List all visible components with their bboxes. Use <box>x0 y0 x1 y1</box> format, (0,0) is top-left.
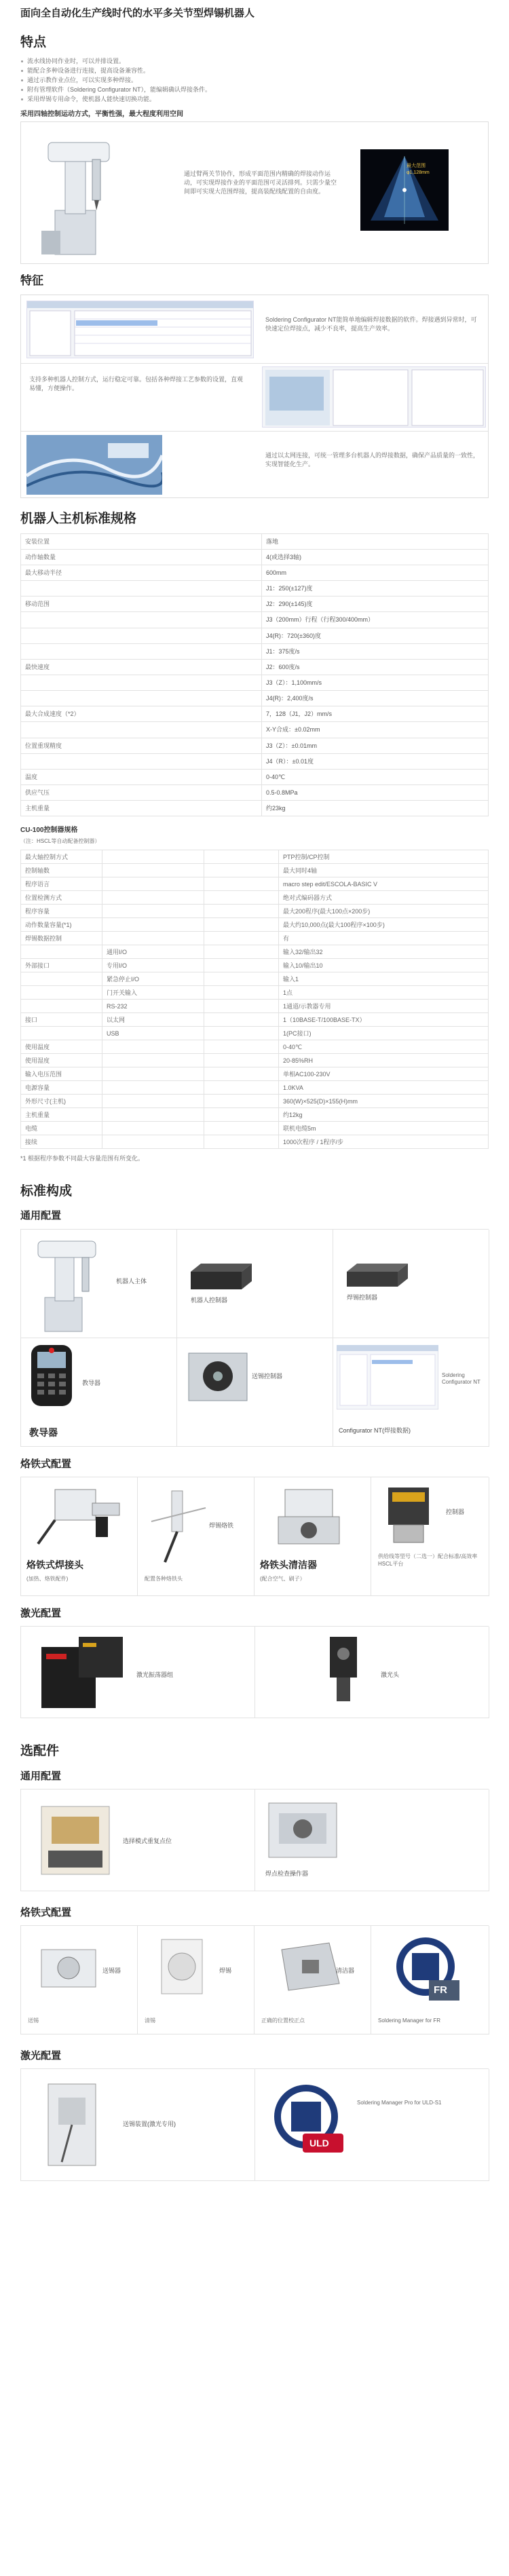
controller-row <box>21 1013 488 1027</box>
intro-text: 通过臂两关节协作，形成平面范围内精确的焊接动作运动，可实现焊接作业的平面范围可灵活排列。只需少量空间即可实现大范围焊接，提高装配线配置的自由度。 <box>184 170 337 195</box>
controller-cell <box>204 1027 279 1040</box>
controller-cell: 360(W)×525(D)×155(H)mm <box>283 1097 358 1105</box>
controller-cell: 使用湿度 <box>21 1054 102 1067</box>
spec-key: 最快速度 <box>21 660 262 675</box>
controller-cell: 1点 <box>283 989 293 996</box>
opt-iron-a-label: 送锡器 <box>102 1967 121 1975</box>
uld-logo-text: ULD <box>309 2138 329 2149</box>
controller-cell: 1(PC接口) <box>283 1029 312 1037</box>
controller-row <box>21 891 488 905</box>
std-teach-label: 教导器 <box>82 1379 101 1386</box>
spec-key <box>21 644 262 659</box>
controller-cell <box>204 1000 279 1012</box>
feature-item: 附有管理软件（Soldering Configurator NT），能编辑确认焊接条件。 <box>20 86 489 95</box>
laser-unit-cell <box>21 1627 255 1718</box>
controller-row <box>21 877 488 891</box>
controller-cell: 输入电压范围 <box>21 1067 102 1080</box>
controller-cell <box>204 1122 279 1135</box>
char-text-1: Soldering Configurator NT能简单地编辑焊接数据的软件。焊接遇到异常时，可快速定位焊接点，减少不良率，提高生产效率。 <box>265 316 477 333</box>
opt-iron-d-label: Soldering Manager for FR <box>378 2018 441 2024</box>
controller-cell <box>204 905 279 917</box>
spec-row <box>21 534 488 550</box>
spec-row <box>21 581 488 596</box>
controller-row <box>21 1135 488 1149</box>
controller-cell <box>204 972 279 985</box>
laser-feeder-icon <box>35 2077 116 2172</box>
opt-laser-grid <box>20 2068 489 2181</box>
controller-cell <box>102 918 204 931</box>
opt-laser-a-cell <box>21 2069 255 2181</box>
feature-item: 能配合多种设备进行连接，提高设备兼容性。 <box>20 67 489 76</box>
fr-logo-text: FR <box>434 1984 447 1996</box>
laser-unit-icon <box>38 1633 126 1711</box>
controller-cell <box>21 945 102 958</box>
spec-row <box>21 675 488 691</box>
std-feeder-cell <box>177 1338 333 1447</box>
spec-value: 4(或选择3轴) <box>266 553 302 561</box>
controller-cell: 程序容量 <box>21 905 102 917</box>
controller-cell: 0-40℃ <box>283 1043 303 1050</box>
spec-value: J4（R）：±0.01度 <box>266 757 314 765</box>
spec-key: 最大移动半径 <box>21 565 262 580</box>
controller-cell: 主机重量 <box>21 1108 102 1121</box>
iron-head-cell <box>21 1477 138 1596</box>
feature-item: 采用焊锡专用命令，使机器人能快速切换功能。 <box>20 95 489 105</box>
reach-label: 最大范围 φ1,128mm <box>407 164 430 175</box>
spec-key: 动作轴数量 <box>21 550 262 565</box>
controller-cell: 20-85%RH <box>283 1057 314 1064</box>
controller-cell: 最大200程序(最大100点×200步) <box>283 907 371 915</box>
teach-pendant-icon <box>28 1344 75 1408</box>
std-robot-label: 机器人主体 <box>116 1277 147 1285</box>
intro-box <box>20 121 489 264</box>
controller-row <box>21 986 488 1000</box>
std-solder-ctrl-label: 焊锡控制器 <box>347 1293 378 1301</box>
controller-heading: CU-100控制器规格 <box>20 827 78 835</box>
controller-cell: 动作数量容量(*1) <box>21 918 102 931</box>
opt-iron-a-cell <box>21 1926 138 2034</box>
controller-cell: 电缆 <box>21 1122 102 1135</box>
spec-value: J4(R)：720(±360)度 <box>266 632 321 639</box>
software-screenshot-2 <box>262 366 486 428</box>
controller-table <box>20 850 489 1149</box>
feature-item: 通过示教作业点位，可以实现多种焊接。 <box>20 76 489 86</box>
soldering-iron-icon <box>145 1488 212 1569</box>
spec-key: 供应气压 <box>21 785 262 800</box>
controller-cell: 绝对式编码器方式 <box>283 894 333 901</box>
controller-cell <box>21 1000 102 1012</box>
page-title: 面向全自动化生产线时代的水平多关节型焊锡机器人 <box>20 7 255 19</box>
spec-row <box>21 770 488 785</box>
controller-cell: USB <box>102 1027 204 1040</box>
options-heading: 选配件 <box>20 1744 60 1759</box>
robot-illustration <box>35 129 116 258</box>
opt-general-grid <box>20 1789 489 1891</box>
controller-icon <box>191 1264 252 1291</box>
controller-cell: 专用I/O <box>102 959 204 972</box>
feature-item: 流水线协同作业时，可以并排设置。 <box>20 57 489 67</box>
controller-cell <box>102 1135 204 1148</box>
controller-cell: 以太网 <box>102 1013 204 1026</box>
opt-iron-grid <box>20 1925 489 2034</box>
opt-general-b-cell <box>255 1789 489 1891</box>
feature-list <box>20 57 489 105</box>
controller-cell: 通用I/O <box>102 945 204 958</box>
spec-key: 安装位置 <box>21 534 262 549</box>
controller-cell <box>102 905 204 917</box>
controller-cell <box>102 1081 204 1094</box>
controller-cell <box>204 877 279 890</box>
char-text-3: 通过以太网连接，可统一管理多台机器人的焊接数据，确保产品质量的一致性，实现智能化生产。 <box>265 452 480 468</box>
spec-key: 主机重量 <box>21 801 262 816</box>
controller-cell <box>204 891 279 904</box>
spec-key <box>21 628 262 643</box>
opt-iron-b-sub: 清锡 <box>145 2018 155 2024</box>
laser-config-heading: 激光配置 <box>20 1607 62 1619</box>
opt-general-a-cell <box>21 1789 255 1891</box>
laser-unit-label: 激光振荡器组 <box>136 1671 174 1679</box>
iron-tip-cell <box>138 1477 254 1596</box>
controller-row <box>21 1095 488 1108</box>
spec-value: 约23kg <box>266 805 286 812</box>
spec-value: 落地 <box>266 537 279 545</box>
spec-key <box>21 581 262 596</box>
controller-row <box>21 1027 488 1040</box>
inspection-icon <box>265 1796 340 1864</box>
fr-logo-icon <box>392 1933 466 2007</box>
iron-controller-sub: 供给线等型号（二选一）配合标准/高效率HSCL平台 <box>378 1553 478 1567</box>
tip-cleaner-icon <box>271 1483 346 1551</box>
controller-cell: 控制轴数 <box>21 864 102 877</box>
spec-row <box>21 722 488 738</box>
opt-iron-b-cell <box>138 1926 254 2034</box>
spec-key: 温度 <box>21 770 262 784</box>
controller-cell <box>102 1040 204 1053</box>
controller-cell <box>204 850 279 863</box>
spec-value: J2：290(±145)度 <box>266 601 313 608</box>
iron-controller-label: 控制器 <box>446 1508 465 1515</box>
std-teach-cell <box>21 1338 177 1447</box>
controller-cell: 紧急停止I/O <box>102 972 204 985</box>
controller-cell: 接口 <box>21 1013 102 1026</box>
spec-value: 0-40℃ <box>266 773 286 780</box>
controller-cell <box>204 1095 279 1107</box>
controller-cell: 使用温度 <box>21 1040 102 1053</box>
opt-laser-b-cell <box>255 2069 489 2181</box>
iron-config-heading: 烙铁式配置 <box>20 1458 72 1470</box>
opt-general-a-label: 选择模式重复点位 <box>123 1837 172 1844</box>
controller-cell <box>102 877 204 890</box>
std-software-label: Soldering Configurator NT <box>442 1371 480 1386</box>
opt-general-b-label: 焊点检查操作器 <box>265 1870 309 1877</box>
spec-key: 最大合成速度（*2） <box>21 706 262 721</box>
solder-feeder-icon <box>35 1936 102 1997</box>
opt-iron-d-cell <box>371 1926 489 2034</box>
controller-row <box>21 1122 488 1135</box>
spec-value: 0.5-0.8MPa <box>266 789 298 796</box>
iron-head-label: 烙铁式焊接头 <box>26 1559 83 1570</box>
robot-image <box>35 129 116 258</box>
controller-cell: 外部接口 <box>21 959 102 972</box>
std-software-caption: Configurator NT(焊接数据) <box>339 1426 411 1434</box>
controller-cell <box>204 1081 279 1094</box>
controller-cell: 输入10/输出10 <box>283 962 323 969</box>
std-teach-caption: 教导器 <box>29 1426 58 1438</box>
controller-cell <box>204 1054 279 1067</box>
network-cable-image <box>26 435 162 495</box>
spec-row <box>21 628 488 644</box>
spec-row <box>21 785 488 801</box>
spec-table <box>20 533 489 817</box>
std-robot-cell <box>21 1230 177 1338</box>
controller-cell <box>102 1095 204 1107</box>
spec-value: J1：375度/s <box>266 647 300 655</box>
software-grid <box>27 301 254 358</box>
controller-row <box>21 850 488 864</box>
controller-cell: 外形尺寸(主机) <box>21 1095 102 1107</box>
controller-row <box>21 972 488 986</box>
general-config-heading: 通用配置 <box>20 1210 62 1222</box>
controller-cell <box>102 850 204 863</box>
std-controller-label: 机器人控制器 <box>191 1296 228 1304</box>
features-heading: 特点 <box>20 35 47 50</box>
iron-config-grid <box>20 1477 489 1596</box>
controller-cell: 接续 <box>21 1135 102 1148</box>
software-screen-icon <box>337 1345 438 1409</box>
laser-head-icon <box>316 1633 371 1711</box>
opt-iron-c-sub: 正确的位置校正点 <box>261 2018 305 2024</box>
controller-cell <box>102 1067 204 1080</box>
solder-reel-icon <box>151 1933 212 2001</box>
controller-row <box>21 1040 488 1054</box>
controller-cell: 程序语言 <box>21 877 102 890</box>
spec-value: 7，128（J1，J2）mm/s <box>266 711 333 718</box>
controller-cell <box>102 932 204 945</box>
controller-cell: PTP控制/CP控制 <box>283 853 330 860</box>
software-panels <box>263 367 486 428</box>
controller-cell: 输入1 <box>283 975 299 983</box>
standard-heading: 标准构成 <box>20 1183 73 1198</box>
calibration-tool-icon <box>275 1936 343 1997</box>
spec-row <box>21 565 488 581</box>
spec-row <box>21 801 488 816</box>
std-feeder-label: 送锡控制器 <box>252 1372 283 1380</box>
controller-cell <box>204 1013 279 1026</box>
spec-value: J3（Z）：±0.01mm <box>266 742 317 749</box>
iron-tip-label: 焊锡烙铁 <box>209 1521 234 1529</box>
spec-value: X-Y合成：±0.02mm <box>266 726 320 734</box>
characteristics-box <box>20 295 489 498</box>
repeat-position-icon <box>35 1800 116 1881</box>
spec-value: J1：250(±127)度 <box>266 585 313 592</box>
spec-value: J3（200mm）行程（行程300/400mm） <box>266 616 375 624</box>
cable-illustration <box>26 435 162 495</box>
controller-cell <box>204 918 279 931</box>
spec-key: 移动范围 <box>21 596 262 611</box>
controller-cell <box>204 986 279 999</box>
controller-cell <box>204 1040 279 1053</box>
opt-iron-c-label: 清洁器 <box>336 1967 355 1975</box>
controller-row <box>21 1081 488 1095</box>
spec-key <box>21 691 262 706</box>
iron-cleaner-label: 烙铁头清洁器 <box>260 1559 317 1570</box>
controller-cell: RS-232 <box>102 1000 204 1012</box>
solder-head-icon <box>28 1483 130 1547</box>
char-text-2: 支持多种机器人控制方式，运行稳定可靠。包括各种焊接工艺参数的设置，直观易懂，方便操作。 <box>29 376 244 392</box>
reach-diagram-svg <box>360 149 449 231</box>
controller-cell <box>21 972 102 985</box>
characteristics-heading: 特征 <box>20 274 43 288</box>
controller-cell <box>204 1108 279 1121</box>
std-controller-cell <box>177 1230 333 1338</box>
intro-subtitle: 采用四轴控制运动方式，平衡性强，最大程度利用空间 <box>20 110 183 118</box>
iron-cleaner-sub: (配合空气、刷子） <box>260 1575 305 1582</box>
feeder-icon <box>187 1352 248 1403</box>
controller-cell: 最大同时4轴 <box>283 867 318 874</box>
opt-laser-heading: 激光配置 <box>20 2050 62 2062</box>
spec-key <box>21 754 262 769</box>
laser-head-label: 激光头 <box>381 1671 400 1679</box>
opt-general-heading: 通用配置 <box>20 1770 62 1782</box>
spec-row <box>21 596 488 612</box>
controller-cell: 1（10BASE-T/100BASE-TX） <box>283 1016 366 1023</box>
controller-cell: 1000次程序 / 1程序/步 <box>283 1138 344 1145</box>
controller-row <box>21 905 488 918</box>
opt-iron-b-label: 焊锡 <box>219 1967 232 1975</box>
spec-row <box>21 738 488 754</box>
controller-cell <box>204 932 279 945</box>
standard-grid <box>20 1229 489 1447</box>
robot-icon <box>28 1233 102 1335</box>
software-screenshot-1 <box>26 301 254 358</box>
controller-cell: 输入32/输出32 <box>283 948 323 955</box>
iron-tip-sub: 配置各种烙铁头 <box>145 1575 183 1582</box>
controller-cell <box>102 1122 204 1135</box>
std-solder-ctrl-cell <box>333 1230 489 1338</box>
controller-cell <box>102 1108 204 1121</box>
reach-diagram <box>360 149 449 231</box>
controller-cell: 最大约10,000点(最大100程序×100步) <box>283 921 385 928</box>
opt-laser-b-label: Soldering Manager Pro for ULD-S1 <box>357 2100 442 2106</box>
spec-value: J3（Z）：1,100mm/s <box>266 679 322 686</box>
controller-cell: 最大轴控制方式 <box>21 850 102 863</box>
controller-row <box>21 1108 488 1122</box>
spec-value: J4(R)：2,400度/s <box>266 695 314 702</box>
controller-footnote: *1 根据程序参数不同最大容量范围有所变化。 <box>20 1154 145 1162</box>
spec-heading: 机器人主机标准规格 <box>20 512 137 527</box>
spec-row <box>21 550 488 565</box>
spec-row <box>21 660 488 675</box>
solder-controller-icon <box>347 1264 408 1291</box>
spec-value: 600mm <box>266 569 287 576</box>
controller-cell: 有 <box>283 934 290 942</box>
controller-cell: 单相AC100-230V <box>283 1070 331 1078</box>
iron-head-sub: (加热、烙铁配件) <box>26 1575 69 1582</box>
controller-cell: 1通道/示教器专用 <box>283 1002 331 1010</box>
std-software-cell <box>333 1338 489 1447</box>
spec-key <box>21 612 262 627</box>
controller-row <box>21 918 488 932</box>
controller-cell <box>204 945 279 958</box>
controller-cell: 1.0KVA <box>283 1084 303 1091</box>
controller-cell <box>102 891 204 904</box>
controller-cell: 门开关输入 <box>102 986 204 999</box>
opt-iron-a-sub: 送锡 <box>28 2018 39 2024</box>
controller-row <box>21 1000 488 1013</box>
spec-row <box>21 691 488 706</box>
controller-cell <box>102 1054 204 1067</box>
controller-cell <box>204 864 279 877</box>
spec-row <box>21 706 488 722</box>
opt-laser-a-label: 送锡装置(激光专用) <box>123 2121 176 2128</box>
iron-cleaner-cell <box>254 1477 371 1596</box>
spec-key: 位置重现精度 <box>21 738 262 753</box>
laser-config-grid <box>20 1626 489 1718</box>
opt-iron-heading: 烙铁式配置 <box>20 1906 72 1918</box>
spec-key <box>21 675 262 690</box>
spec-row <box>21 754 488 770</box>
laser-head-cell <box>255 1627 489 1718</box>
controller-cell: 位置检测方式 <box>21 891 102 904</box>
controller-note: （注：HSCL等自动配备控制器） <box>20 837 100 844</box>
controller-cell <box>102 864 204 877</box>
controller-cell: 约12kg <box>283 1111 303 1118</box>
controller-cell: 电源容量 <box>21 1081 102 1094</box>
controller-row <box>21 932 488 945</box>
opt-iron-c-cell <box>254 1926 371 2034</box>
feed-unit-icon <box>381 1484 436 1545</box>
controller-row <box>21 864 488 877</box>
spec-key <box>21 722 262 737</box>
controller-row <box>21 945 488 959</box>
controller-cell <box>204 1135 279 1148</box>
controller-cell: 联机电缆5m <box>283 1124 316 1132</box>
controller-row <box>21 1054 488 1067</box>
controller-cell: macro step edit/ESCOLA-BASIC V <box>283 880 378 888</box>
controller-row <box>21 1067 488 1081</box>
controller-cell <box>21 986 102 999</box>
controller-cell <box>204 1067 279 1080</box>
spec-row <box>21 612 488 628</box>
iron-controller-cell <box>371 1477 489 1596</box>
controller-row <box>21 959 488 972</box>
spec-row <box>21 644 488 660</box>
spec-value: J2：600度/s <box>266 663 300 670</box>
controller-cell <box>21 1027 102 1040</box>
controller-cell: 焊锡数据控制 <box>21 932 102 945</box>
controller-cell <box>204 959 279 972</box>
